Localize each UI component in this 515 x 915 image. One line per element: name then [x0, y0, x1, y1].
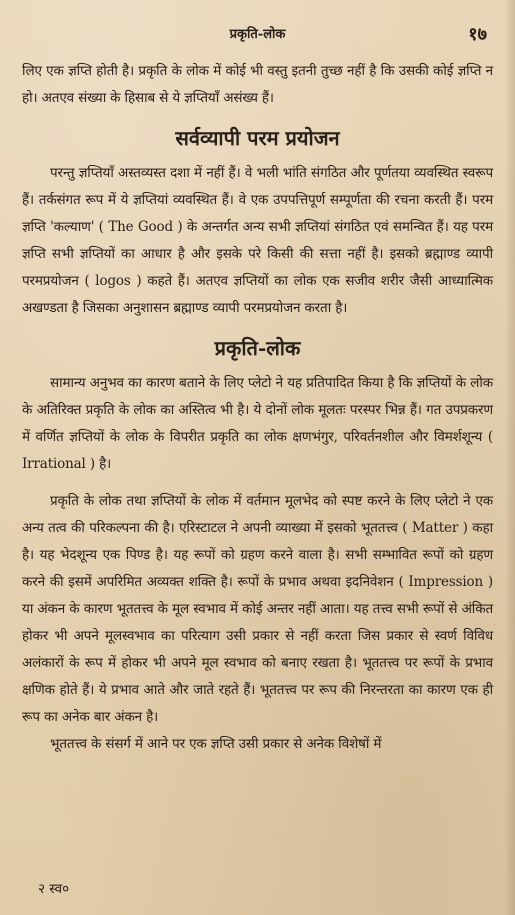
page-edge-shadow: [505, 0, 515, 915]
paragraph-4: प्रकृति के लोक तथा ज्ञप्तियों के लोक में वर्तमान मूलभेद को स्पष्ट करने के लिए प्लेटो ने एक अन्य तत्व की परिकल्पना की है। एरिस्टाटल ने अपनी व्याख्या में इसको भूततत्त्व ( Matter ) कहा है। यह भेदशून्य एक पिण्ड है। यह रूपों को ग्रहण करने वाला है। सभी सम्भावित रूपों को ग्रहण करने की इसमें अपरिमित अव्यक्त शक्ति है। रूपों के प्रभाव अथवा इदनिवेशन ( Impression ) या अंकन के कारण भूततत्त्व के मूल स्वभाव में कोई अन्तर नहीं आता। यह तत्त्व सभी रूपों से अंकित होकर भी अपने मूलस्वभाव का परित्याग उसी प्रकार से नहीं करता जिस प्रकार से स्वर्ण विविध अलंकारों के रूप में होकर भी अपने मूल स्वभाव को बनाए रखता है। भूततत्त्व पर रूपों के प्रभाव क्षणिक होते हैं। ये प्रभाव आते और जाते रहते हैं। भूततत्त्व पर रूप की निरन्तरता का कारण एक ही रूप का अनेक बार अंकन है।: [22, 493, 493, 725]
running-title: प्रकृति-लोक: [229, 27, 286, 42]
section-heading-sarvavyapi: सर्वव्यापी परम प्रयोजन: [175, 126, 340, 150]
signature-mark: २ स्व०: [38, 881, 70, 897]
paragraph-1: लिए एक ज्ञप्ति होती है। प्रकृति के लोक में कोई भी वस्तु इतनी तुच्छ नहीं है कि उसकी कोई ज्ञप्ति न हो। अतएव संख्या के हिसाब से ये ज्ञप्तियाँ असंख्य हैं।: [22, 63, 493, 106]
running-header: [22, 22, 493, 44]
page-number: १७: [468, 24, 487, 45]
paragraph-3: सामान्य अनुभव का कारण बताने के लिए प्लेटो ने यह प्रतिपादित किया है कि ज्ञप्तियों के लोक के अतिरिक्त प्रकृति के लोक का अस्तित्व भी है। ये दोनों लोक मूलतः परस्पर भिन्न हैं। गत उपप्रकरण में वर्णित ज्ञप्तियों के लोक के विपरीत प्रकृति का लोक क्षणभंगुर, परिवर्तनशील और विमर्शशून्य ( Irrational ) है।: [22, 375, 493, 472]
paragraph-5: भूततत्त्व के संसर्ग में आने पर एक ज्ञप्ति उसी प्रकार से अनेक विशेषों में: [50, 736, 382, 752]
section-heading-prakriti-lok: प्रकृति-लोक: [214, 336, 301, 360]
paragraph-2: परन्तु ज्ञप्तियाँ अस्तव्यस्त दशा में नहीं हैं। वे भली भांति संगठित और पूर्णतया व्यवस्थित स्वरूप हैं। तर्कसंगत रूप में ये ज्ञप्तियां व्यवस्थित हैं। वे एक उपपत्तिपूर्ण सम्पूर्णता की रचना करती हैं। परम ज्ञप्ति 'कल्याण' ( The Good ) के अन्तर्गत अन्य सभी ज्ञप्तियां संगठित एवं समन्वित हैं। यह परम ज्ञप्ति सभी ज्ञप्तियों का आधार है और इसके परे किसी की सत्ता नहीं है। इसको ब्रह्माण्ड व्यापी परमप्रयोजन ( logos ) कहते हैं। अतएव ज्ञप्तियों का लोक एक सजीव शरीर जैसी आध्यात्मिक अखण्डता है जिसका अनुशासन ब्रह्माण्ड व्यापी परमप्रयोजन करता है।: [22, 165, 493, 316]
